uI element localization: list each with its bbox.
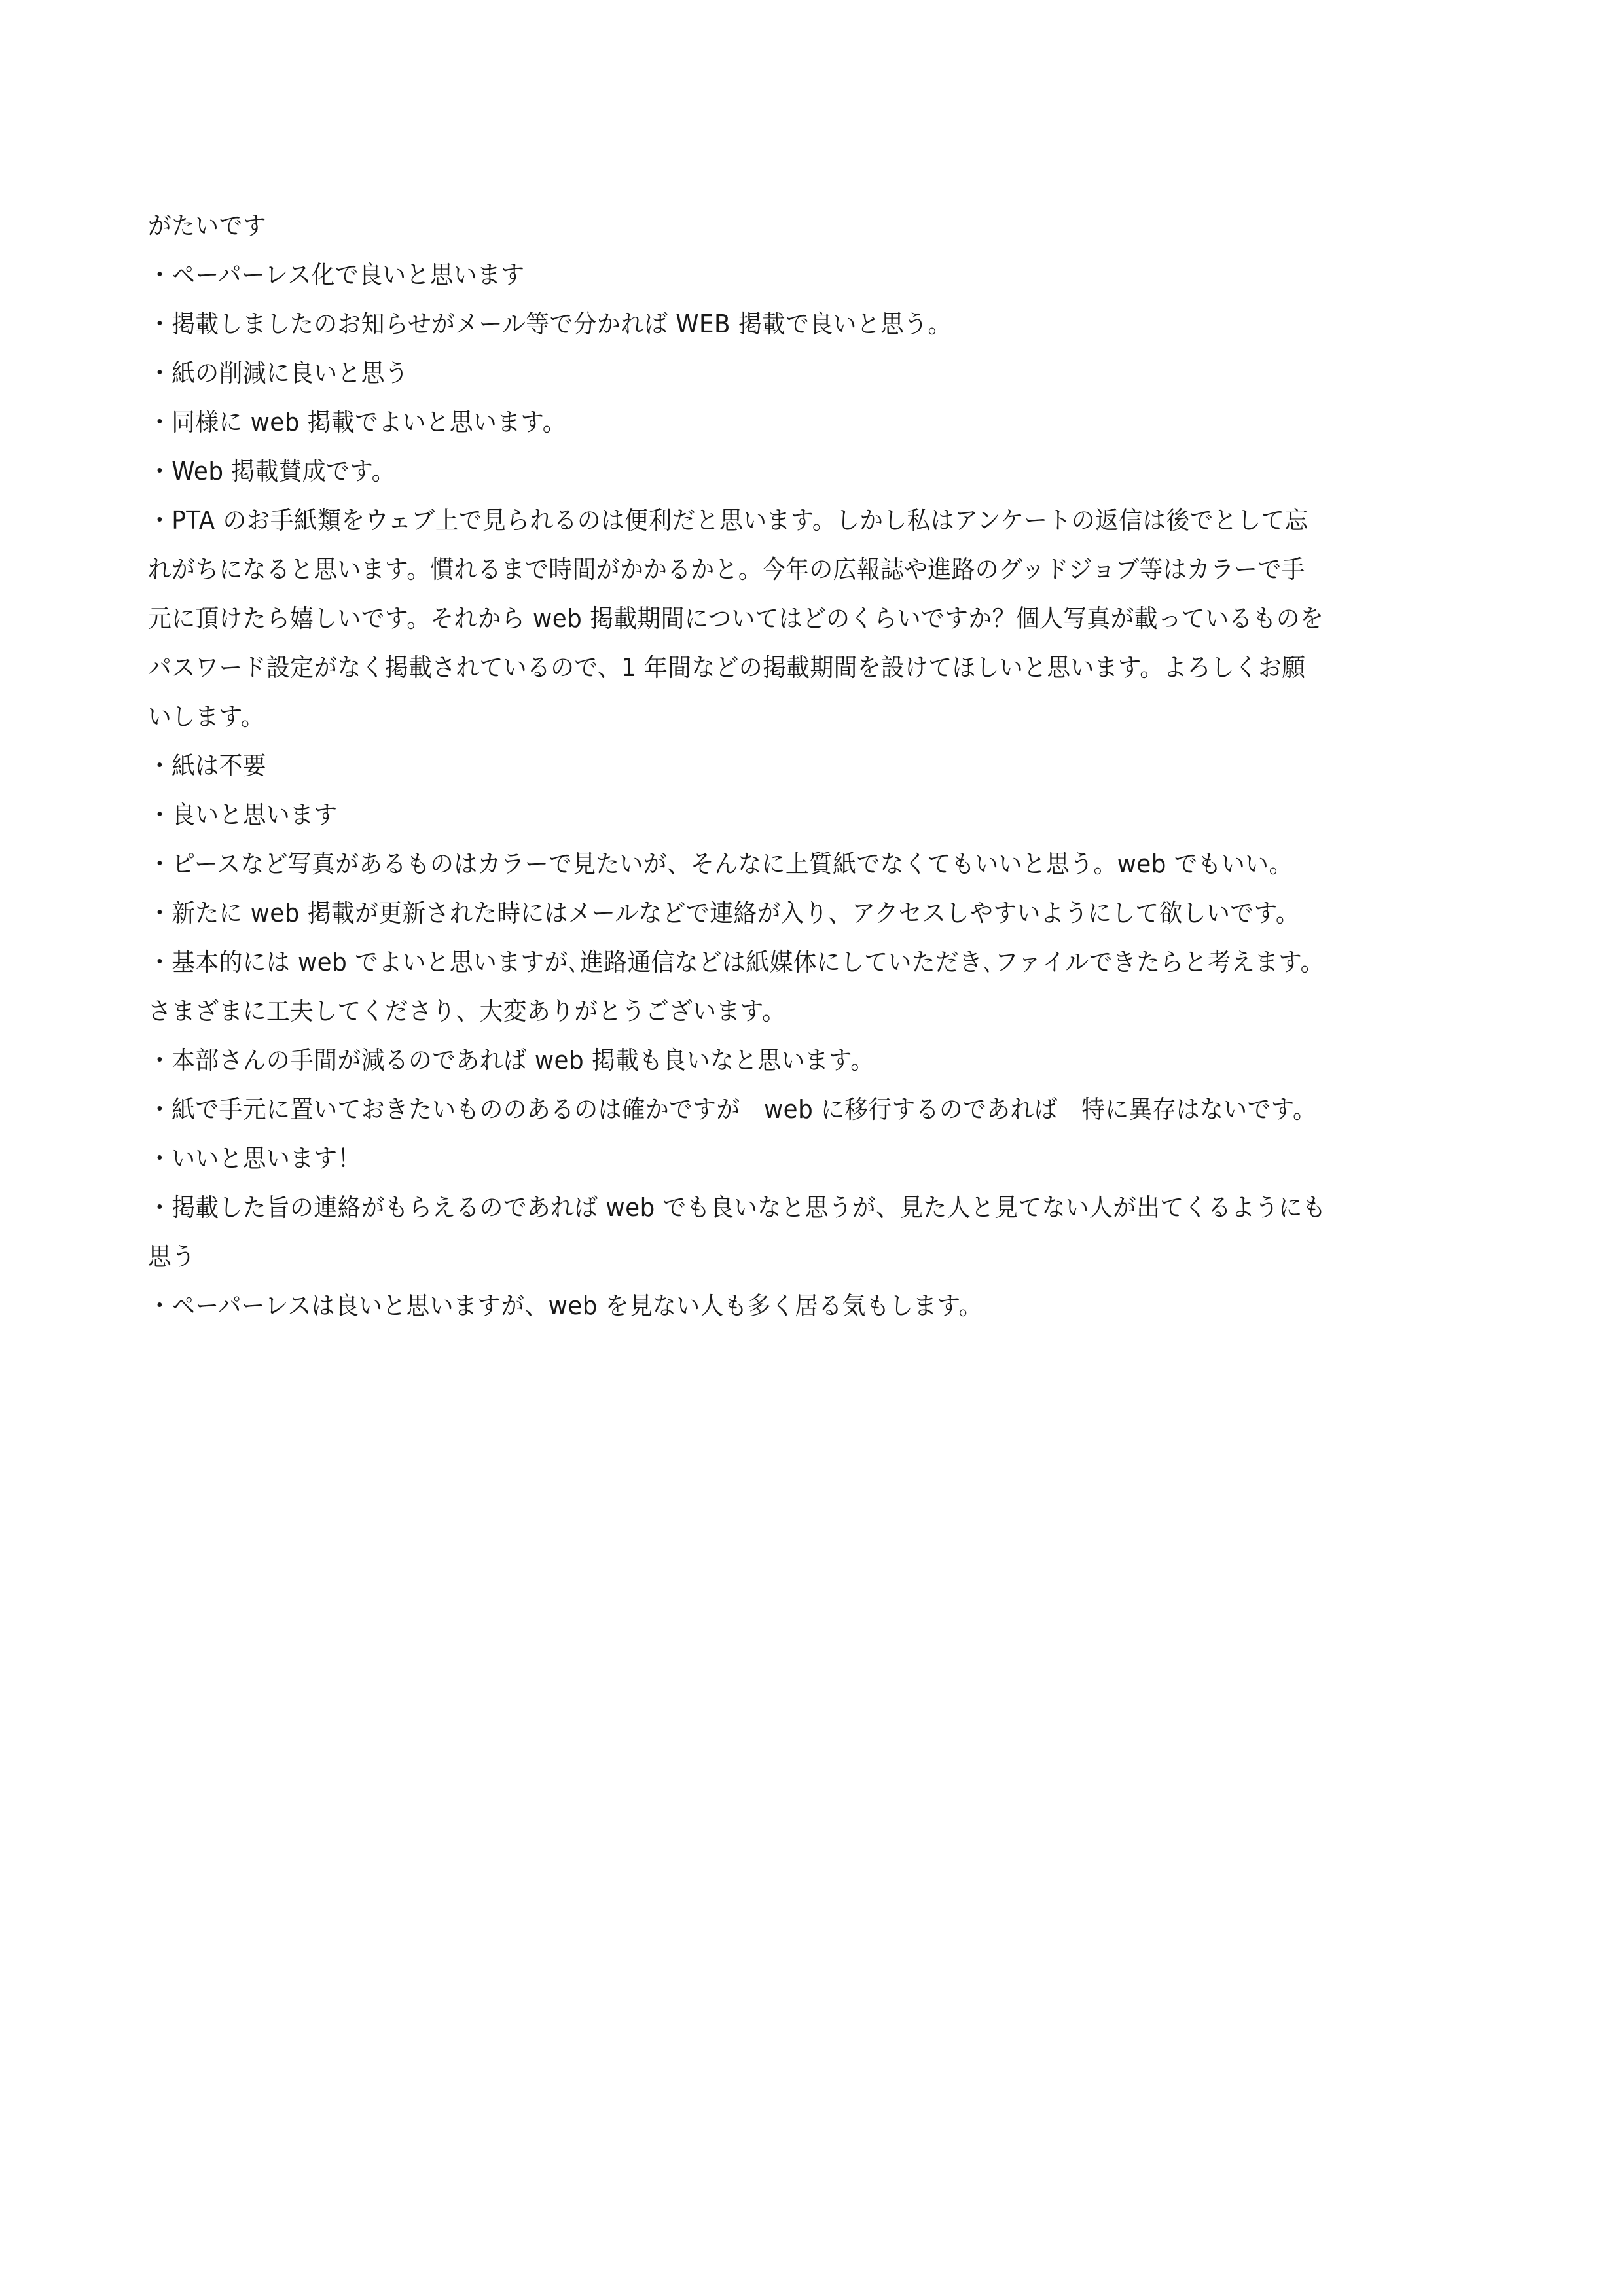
text-line: ・いいと思います！ — [148, 1144, 361, 1173]
text-line: 元に頂けたら嬉しいです。それから web 掲載期間についてはどのくらいですか？個人写真が載っているものを — [148, 604, 1324, 633]
text-line: ・PTA のお手紙類をウェブ上で見られるのは便利だと思います。しかし私はアンケートの返信は後でとして忘 — [148, 506, 1308, 535]
text-line: ・掲載しましたのお知らせがメール等で分かれば WEB 掲載で良いと思う。 — [148, 310, 952, 338]
text-line: いします。 — [148, 702, 265, 731]
text-line: れがちになると思います。慣れるまで時間がかかるかと。今年の広報誌や進路のグッドジョブ等はカラーで手 — [148, 555, 1305, 584]
text-line: ・紙で手元に置いておきたいもののあるのは確かですが web に移行するのであれば 特に異存はないです。 — [148, 1095, 1317, 1124]
text-line: ・掲載した旨の連絡がもらえるのであれば web でも良いなと思うが、見た人と見てない人が出てくるようにも — [148, 1193, 1326, 1222]
comment-list — [148, 202, 1405, 1331]
text-line: パスワード設定がなく掲載されているので、1 年間などの掲載期間を設けてほしいと思います。よろしくお願 — [148, 653, 1306, 682]
text-line: ・新たに web 掲載が更新された時にはメールなどで連絡が入り、アクセスしやすいようにして欲しいです。 — [148, 899, 1300, 927]
text-line: ・基本的には web でよいと思いますが､進路通信などは紙媒体にしていただき､ファイルできたらと考えます。 — [148, 948, 1324, 977]
text-line: ・紙は不要 — [148, 751, 266, 780]
text-line: がたいです — [148, 211, 266, 240]
text-line: 思う — [148, 1242, 196, 1271]
text-line: ・ピースなど写真があるものはカラーで見たいが、そんなに上質紙でなくてもいいと思う。web でもいい。 — [148, 850, 1293, 878]
text-line: さまざまに工夫してくださり、大変ありがとうございます。 — [148, 997, 786, 1026]
text-line: ・ペーパーレスは良いと思いますが、web を見ない人も多く居る気もします。 — [148, 1291, 983, 1320]
text-line: ・良いと思います — [148, 800, 338, 829]
text-line: ・同様に web 掲載でよいと思います。 — [148, 408, 566, 437]
text-line: ・ペーパーレス化で良いと思います — [148, 260, 525, 289]
text-line: ・Web 掲載賛成です。 — [148, 457, 395, 486]
text-line: ・本部さんの手間が減るのであれば web 掲載も良いなと思います。 — [148, 1046, 875, 1075]
text-line: ・紙の削減に良いと思う — [148, 359, 409, 387]
